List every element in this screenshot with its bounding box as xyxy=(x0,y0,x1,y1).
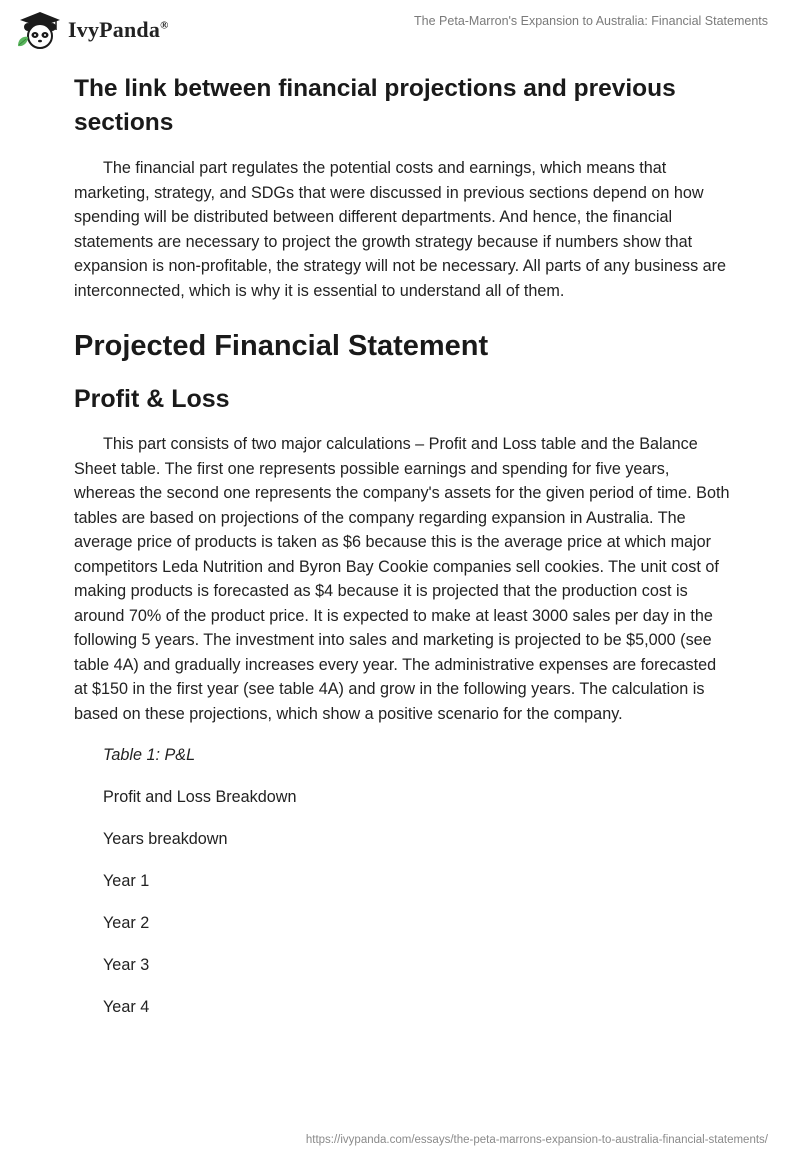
footer-url[interactable]: https://ivypanda.com/essays/the-peta-marrons-expansion-to-australia-financial-statements/ xyxy=(305,1134,768,1146)
document-title: The Peta-Marron's Expansion to Australia: Financial Statements xyxy=(414,14,768,28)
table-year-1: Year 1 xyxy=(103,872,150,890)
brand-name: IvyPanda® xyxy=(68,17,169,42)
paragraph-link: The financial part regulates the potential costs and earnings, which means that marketing, strategy, and SDGs that were discussed in previous sections depend on how spending will be distributed between different departments. And hence, the financial statements are necessary to project the growth strategy because if numbers show that expansion is non-profitable, the strategy will not be necessary. All parts of any business are interconnected, which is why it is essential to understand all of them. xyxy=(74,159,727,300)
ivypanda-logo[interactable] xyxy=(14,10,169,50)
paragraph-profit-loss: This part consists of two major calculations – Profit and Loss table and the Balance Sheet table. The first one represents possible earnings and spending for five years, whereas the second one represents the company's assets for the given period of time. Both tables are based on projections of the company regarding expansion in Australia. The average price of products is taken as $6 because this is the average price at which major competitors Leda Nutrition and Byron Bay Cookie companies sell cookies. The unit cost of making products is forecasted as $4 because it is projected that the production cost is around 70% of the product price. It is expected to make at least 3000 sales per day in the following 5 years. The investment into sales and marketing is projected to be $5,000 (see table 4A) and gradually increases every year. The administrative expenses are forecasted at $150 in the first year (see table 4A) and grow in the following years. The calculation is based on these projections, which show a positive scenario for the company. xyxy=(74,435,730,723)
section-heading-link: The link between financial projections and previous sections xyxy=(74,75,676,136)
table-year-4: Year 4 xyxy=(103,998,150,1016)
section-heading-projected: Projected Financial Statement xyxy=(74,330,489,362)
table-year-3: Year 3 xyxy=(103,956,150,974)
section-heading-profit-loss: Profit & Loss xyxy=(74,385,230,413)
table-caption: Table 1: P&L xyxy=(103,746,196,764)
table-subtitle: Years breakdown xyxy=(103,830,228,848)
panda-graduate-icon xyxy=(14,10,62,50)
table-year-2: Year 2 xyxy=(103,914,150,932)
page-header xyxy=(0,0,800,62)
table-title: Profit and Loss Breakdown xyxy=(103,788,297,806)
article-content xyxy=(74,72,734,1018)
